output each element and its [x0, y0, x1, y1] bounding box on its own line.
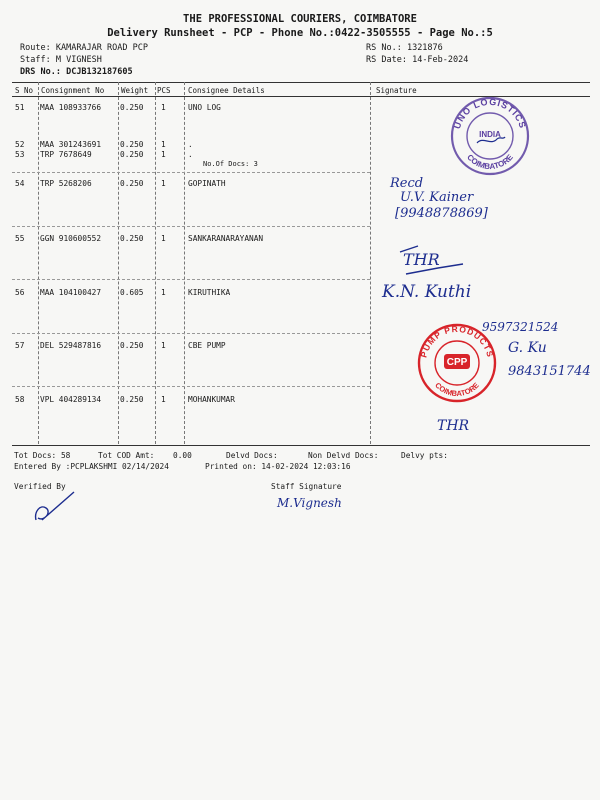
row-sno: 53 [15, 150, 25, 159]
tot-docs-value: 58 [60, 451, 71, 460]
rs-date-value: 14-Feb-2024 [412, 55, 469, 65]
tot-cod-label: Tot COD Amt: [98, 451, 155, 460]
signature-phone-56: 9597321524 [482, 320, 559, 334]
row-weight: 0.250 [120, 341, 144, 350]
col-header-consignment: Consignment No [41, 86, 105, 95]
row-sno: 58 [15, 395, 25, 404]
row-sno: 54 [15, 179, 25, 188]
row-sno: 51 [15, 103, 25, 112]
column-divider [370, 82, 371, 444]
row-weight: 0.250 [120, 234, 144, 243]
row-consignment-no: MAA 108933766 [40, 103, 102, 112]
stamp-bottom-text: COIMBATORE [465, 152, 515, 172]
col-header-sno: S No [15, 86, 34, 95]
row-pcs: 1 [161, 103, 166, 112]
signature-cbe-pump: G. Ku [508, 340, 547, 356]
stamp-bottom-text: COIMBATORE [433, 380, 481, 399]
route-line [20, 43, 148, 53]
column-divider [155, 82, 156, 444]
col-header-pcs: PCS [157, 86, 171, 95]
printed-on: Printed on: 14-02-2024 12:03:16 [205, 462, 351, 471]
row-separator [12, 226, 370, 227]
delvy-pts-label: Delvy pts: [401, 451, 448, 460]
signature-phone-57: 9843151744 [508, 364, 591, 379]
row-consignee: CBE PUMP [188, 341, 226, 350]
col-header-consignee: Consignee Details [188, 86, 265, 95]
staff-value: M VIGNESH [55, 55, 102, 65]
row-pcs: 1 [161, 150, 166, 159]
tot-cod-value: 0.00 [173, 451, 192, 460]
stamp-top-text: PUMP PRODUCTS [418, 323, 496, 359]
row-separator [12, 279, 370, 280]
row-separator [12, 386, 370, 387]
row-consignee: UNO LOG [188, 103, 221, 112]
staff-line [20, 55, 102, 65]
row-weight: 0.605 [120, 288, 144, 297]
stamp-center-text: CPP [446, 357, 468, 368]
signature-receiver-phone: [9948878869] [395, 206, 488, 221]
row-consignment-no: VPL 404289134 [40, 395, 102, 404]
row-weight: 0.250 [120, 179, 144, 188]
entered-by: Entered By :PCPLAKSHMI 02/14/2024 [14, 462, 169, 471]
stamp-center-text: INDIA [479, 130, 501, 139]
uno-logistics-stamp [447, 96, 533, 176]
row-consignment-no: GGN 910600552 [40, 234, 102, 243]
col-header-signature: Signature [376, 86, 417, 95]
row-pcs: 1 [161, 140, 166, 149]
row-consignment-no: TRP 5268206 [40, 179, 92, 188]
column-divider [184, 82, 185, 444]
table-bottom-border [12, 445, 590, 446]
row-consignment-no: TRP 7678649 [40, 150, 92, 159]
column-divider [38, 82, 39, 444]
row-docs-count: No.Of Docs: 3 [203, 160, 258, 168]
route-value: KAMARAJAR ROAD PCP [55, 43, 148, 53]
signature-thr: THR [403, 250, 440, 269]
row-consignment-no: DEL 529487816 [40, 341, 102, 350]
signature-scribble [398, 244, 468, 278]
signature-recd: Recd [390, 176, 424, 191]
verified-by-label: Verified By [14, 482, 66, 491]
row-pcs: 1 [161, 288, 166, 297]
signature-thr-58: THR [437, 418, 470, 434]
drs-label: DRS No.: [20, 67, 61, 77]
rs-date-label: RS Date: [366, 55, 407, 65]
row-sno: 52 [15, 140, 25, 149]
col-header-weight: Weight [121, 86, 149, 95]
column-divider [118, 82, 119, 444]
signature-kiruthika: K.N. Kuthi [382, 282, 472, 302]
row-weight: 0.250 [120, 103, 144, 112]
runsheet-subtitle: Delivery Runsheet - PCP - Phone No.:0422-3505555 - Page No.:5 [107, 27, 493, 39]
drs-line [20, 67, 133, 77]
delvd-docs-label: Delvd Docs: [226, 451, 278, 460]
rs-no-value: 1321876 [406, 43, 443, 53]
staff-label: Staff: [20, 55, 51, 65]
staff-signature-ink: M.Vignesh [277, 496, 342, 510]
row-consignee: MOHANKUMAR [188, 395, 235, 404]
non-delvd-docs-label: Non Delvd Docs: [308, 451, 379, 460]
rs-date-line [366, 55, 468, 65]
row-consignee: . [188, 150, 193, 159]
row-consignee: KIRUTHIKA [188, 288, 231, 297]
row-consignee: SANKARANARAYANAN [188, 234, 264, 243]
company-title: THE PROFESSIONAL COURIERS, COIMBATORE [183, 13, 417, 25]
verified-by-signature [30, 490, 80, 526]
row-consignment-no: MAA 301243691 [40, 140, 102, 149]
row-consignment-no: MAA 104100427 [40, 288, 102, 297]
rs-no-label: RS No.: [366, 43, 402, 53]
staff-signature-label: Staff Signature [271, 482, 342, 491]
drs-value: DCJB132187605 [66, 67, 133, 77]
row-pcs: 1 [161, 234, 166, 243]
totals-line [14, 451, 70, 460]
tot-docs-label: Tot Docs: [14, 451, 57, 460]
row-sno: 57 [15, 341, 25, 350]
row-pcs: 1 [161, 179, 166, 188]
cod-line [98, 451, 192, 460]
row-separator [12, 333, 370, 334]
signature-receiver-name: U.V. Kainer [400, 190, 474, 205]
row-pcs: 1 [161, 395, 166, 404]
row-consignee: GOPINATH [188, 179, 226, 188]
pump-products-stamp [414, 323, 500, 403]
row-sno: 55 [15, 234, 25, 243]
row-sno: 56 [15, 288, 25, 297]
row-consignee: . [188, 140, 193, 149]
table-top-border [12, 82, 590, 83]
route-label: Route: [20, 43, 51, 53]
stamp-top-text: UNO LOGISTICS [451, 96, 529, 131]
row-weight: 0.250 [120, 140, 144, 149]
row-weight: 0.250 [120, 150, 144, 159]
row-separator [12, 172, 370, 173]
row-pcs: 1 [161, 341, 166, 350]
row-weight: 0.250 [120, 395, 144, 404]
rs-no-line [366, 43, 443, 53]
